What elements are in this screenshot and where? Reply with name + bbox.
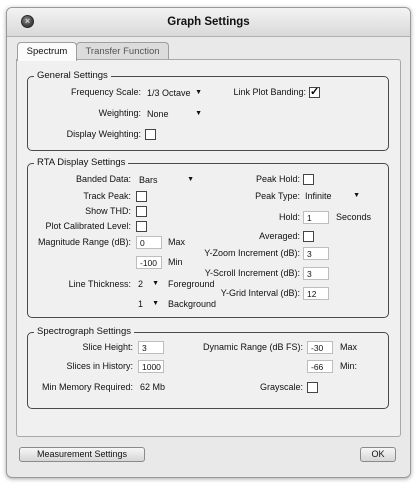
tab-transfer-function[interactable]: Transfer Function — [76, 42, 169, 60]
hold-input[interactable]: 1 — [303, 211, 329, 224]
measurement-settings-button[interactable]: Measurement Settings — [19, 447, 145, 462]
window-title: Graph Settings — [167, 16, 250, 28]
close-icon: × — [24, 16, 31, 26]
general-settings-group — [27, 70, 389, 151]
link-plot-banding-label: Link Plot Banding: — [233, 87, 306, 97]
min-memory-required-label: Min Memory Required: — [41, 382, 133, 392]
track-peak-label: Track Peak: — [83, 191, 131, 201]
dynamic-range-min-input[interactable]: -66 — [307, 360, 333, 373]
spectrum-panel — [16, 59, 401, 437]
chevron-down-icon: ▼ — [152, 280, 159, 287]
dynamic-range-max-input[interactable]: -30 — [307, 341, 333, 354]
display-weighting-checkbox[interactable] — [145, 129, 156, 140]
peak-type-select[interactable] — [305, 189, 363, 203]
group-title: General Settings — [34, 70, 111, 81]
magnitude-max-input[interactable]: 0 — [136, 236, 162, 249]
peak-hold-label: Peak Hold: — [255, 174, 300, 184]
background-select[interactable] — [138, 297, 162, 311]
weighting-label: Weighting: — [98, 108, 141, 118]
min-label: Min — [168, 257, 183, 267]
y-zoom-increment-label: Y-Zoom Increment (dB): — [204, 248, 300, 258]
frequency-scale-label: Frequency Scale: — [70, 87, 141, 97]
foreground-label: Foreground — [168, 279, 215, 289]
max-label: Max — [168, 237, 186, 247]
peak-hold-checkbox[interactable] — [303, 174, 314, 185]
background-label: Background — [168, 299, 217, 309]
weighting-select[interactable] — [147, 107, 205, 121]
group-title: RTA Display Settings — [34, 157, 128, 168]
slice-height-label: Slice Height: — [82, 342, 133, 352]
magnitude-range-label: Magnitude Range (dB): — [37, 237, 131, 247]
grayscale-label: Grayscale: — [259, 382, 303, 392]
slice-height-input[interactable]: 3 — [138, 341, 164, 354]
hold-label: Hold: — [278, 212, 300, 222]
peak-type-label: Peak Type: — [255, 191, 300, 201]
min-memory-required-value: 62 Mb — [140, 382, 166, 392]
frequency-scale-value: 1/3 Octave — [147, 88, 191, 98]
seconds-label: Seconds — [336, 212, 372, 222]
chevron-down-icon: ▼ — [195, 89, 202, 96]
group-title: Spectrograph Settings — [34, 326, 134, 337]
display-weighting-label: Display Weighting: — [66, 129, 141, 139]
graph-settings-window — [6, 7, 411, 478]
foreground-select[interactable] — [138, 277, 162, 291]
ok-button[interactable]: OK — [360, 447, 396, 462]
foreground-value: 2 — [138, 279, 144, 289]
show-thd-checkbox[interactable] — [136, 206, 147, 217]
dynamic-range-min-label: Min: — [340, 361, 358, 371]
grayscale-checkbox[interactable] — [307, 382, 318, 393]
background-value: 1 — [138, 299, 144, 309]
plot-calibrated-level-checkbox[interactable] — [136, 221, 147, 232]
peak-type-value: Infinite — [305, 191, 332, 201]
track-peak-checkbox[interactable] — [136, 191, 147, 202]
chevron-down-icon: ▼ — [195, 110, 202, 117]
slices-in-history-label: Slices in History: — [66, 361, 133, 371]
slices-in-history-input[interactable]: 1000 — [138, 360, 164, 373]
rta-display-settings-group — [27, 157, 389, 318]
chevron-down-icon: ▼ — [353, 192, 360, 199]
weighting-value: None — [147, 109, 169, 119]
y-zoom-increment-input[interactable]: 3 — [303, 247, 329, 260]
y-scroll-increment-label: Y-Scroll Increment (dB): — [204, 268, 300, 278]
spectrograph-settings-group — [27, 326, 389, 409]
chevron-down-icon: ▼ — [152, 300, 159, 307]
averaged-checkbox[interactable] — [303, 231, 314, 242]
title-bar — [7, 8, 410, 37]
y-grid-interval-label: Y-Grid Interval (dB): — [220, 288, 300, 298]
tab-spectrum[interactable]: Spectrum — [17, 42, 77, 61]
y-scroll-increment-input[interactable]: 3 — [303, 267, 329, 280]
dynamic-range-label: Dynamic Range (dB FS): — [202, 342, 303, 352]
magnitude-min-input[interactable]: -100 — [136, 256, 162, 269]
chevron-down-icon: ▼ — [187, 176, 194, 183]
banded-data-label: Banded Data: — [75, 174, 131, 184]
line-thickness-label: Line Thickness: — [68, 279, 131, 289]
show-thd-label: Show THD: — [85, 206, 131, 216]
banded-data-value: Bars — [139, 175, 158, 185]
link-plot-banding-checkbox[interactable] — [309, 87, 320, 98]
averaged-label: Averaged: — [259, 231, 300, 241]
y-grid-interval-input[interactable]: 12 — [303, 287, 329, 300]
frequency-scale-select[interactable] — [147, 86, 205, 100]
banded-data-select[interactable] — [139, 173, 197, 187]
dynamic-range-max-label: Max — [340, 342, 358, 352]
plot-calibrated-level-label: Plot Calibrated Level: — [45, 221, 131, 231]
